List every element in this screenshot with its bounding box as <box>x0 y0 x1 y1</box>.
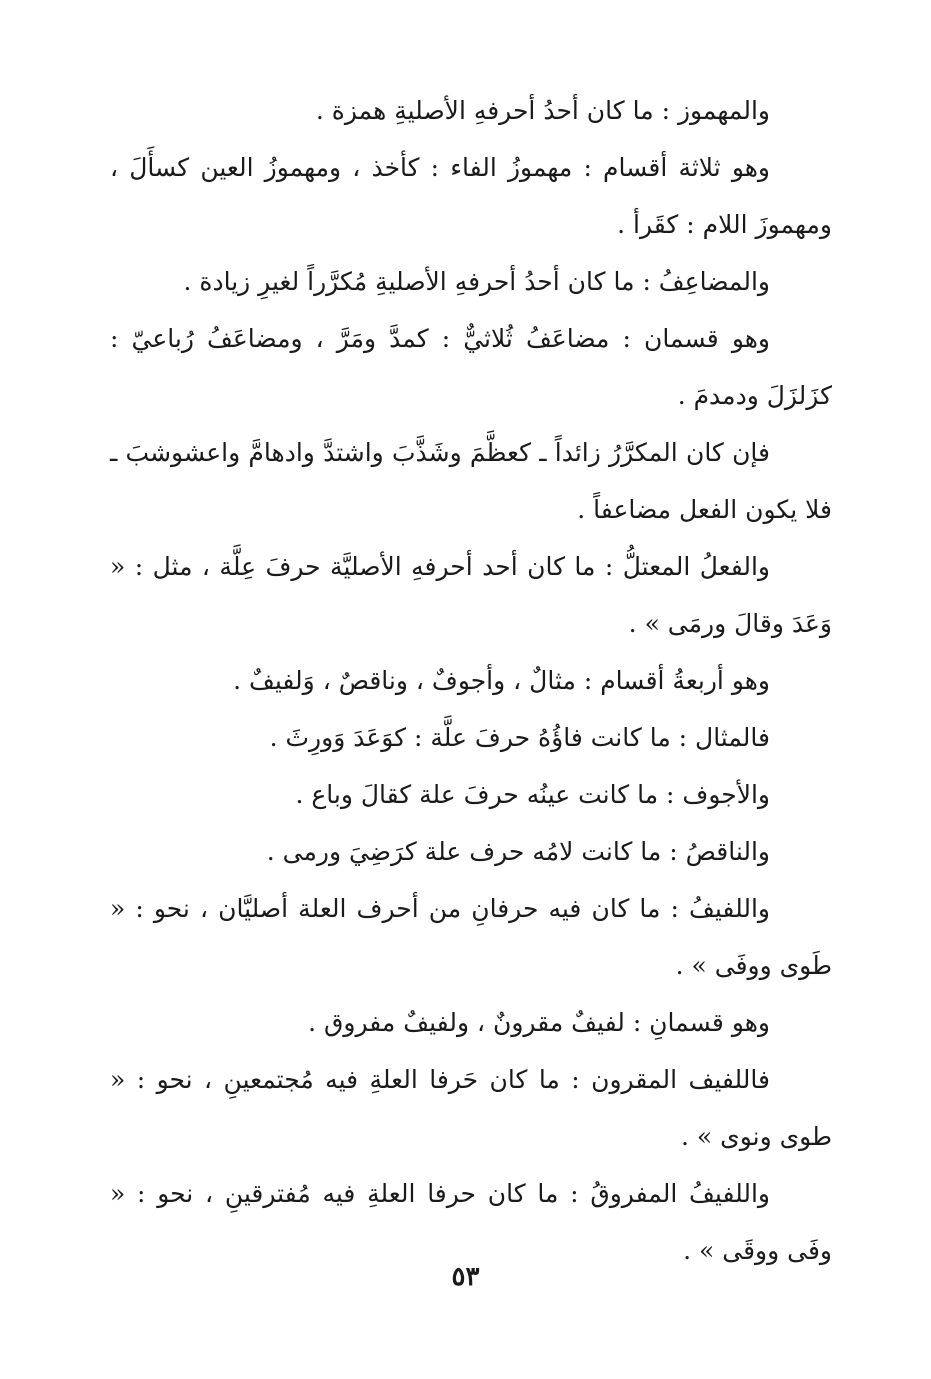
paragraph-mahmuz-definition: والمهموز : ما كان أحدُ أحرفهِ الأصليةِ همزة . <box>315 96 770 125</box>
paragraph-mutal-types: وهو أربعةُ أقسام : مثالٌ ، وأجوفٌ ، وناقصٌ ، وَلفيفٌ . <box>233 666 770 695</box>
paragraph-ajwaf: والأجوف : ما كانت عينُه حرفَ علة كقالَ وباع . <box>295 780 770 809</box>
paragraph-naqis: والناقصُ : ما كانت لامُه حرف علة كرَضِيَ ورمى . <box>266 837 770 866</box>
paragraph-mudaaf-types: وهو قسمان : مضاعَفُ ثُلاثيٌّ : كمدَّ ومَرَّ ، ومضاعَفُ رُباعيّ : كزَلزَلَ ودمدمَ . <box>110 324 832 410</box>
paragraph-mudaaf-definition: والمضاعِفُ : ما كان أحدُ أحرفهِ الأصليةِ مُكرَّراً لغيرِ زيادة . <box>183 267 770 296</box>
paragraph-lafif-maqrun: فاللفيف المقرون : ما كان حَرفا العلةِ فيه مُجتمعينِ ، نحو : « طوى ونوى » . <box>110 1065 832 1151</box>
paragraph-mithal: فالمثال : ما كانت فاؤُهُ حرفَ علَّة : كوَعَدَ وَورِثَ . <box>269 723 770 752</box>
paragraph-lafif-definition: واللفيفُ : ما كان فيه حرفانِ من أحرف العلة أصليَّان ، نحو : « طَوى ووفَى » . <box>110 894 832 980</box>
paragraph-mutal-definition: والفعلُ المعتلُّ : ما كان أحد أحرفهِ الأصليَّة حرفَ عِلَّة ، مثل : « وَعَدَ وقالَ ورمَى » . <box>110 552 832 638</box>
paragraph-lafif-types: وهو قسمانِ : لفيفٌ مقرونٌ ، ولفيفٌ مفروق . <box>308 1008 770 1037</box>
paragraph-lafif-mafruq: واللفيفُ المفروقُ : ما كان حرفا العلةِ فيه مُفترقينِ ، نحو : « وفَى ووقَى » . <box>110 1179 832 1265</box>
paragraph-mahmuz-types: وهو ثلاثة أقسام : مهموزُ الفاء : كأخذ ، ومهموزُ العين كسأَلَ ، ومهموزَ اللام : كقَرأ . <box>110 153 832 239</box>
paragraph-mudaaf-exception: فإن كان المكرَّرُ زائداً ـ كعظَّمَ وشَذَّبَ واشتدَّ وادهامَّ واعشوشبَ ـ فلا يكون الفعل مضاعفاً . <box>110 438 832 524</box>
body-text <box>110 82 832 1279</box>
page-number: ٥٣ <box>451 1262 480 1292</box>
